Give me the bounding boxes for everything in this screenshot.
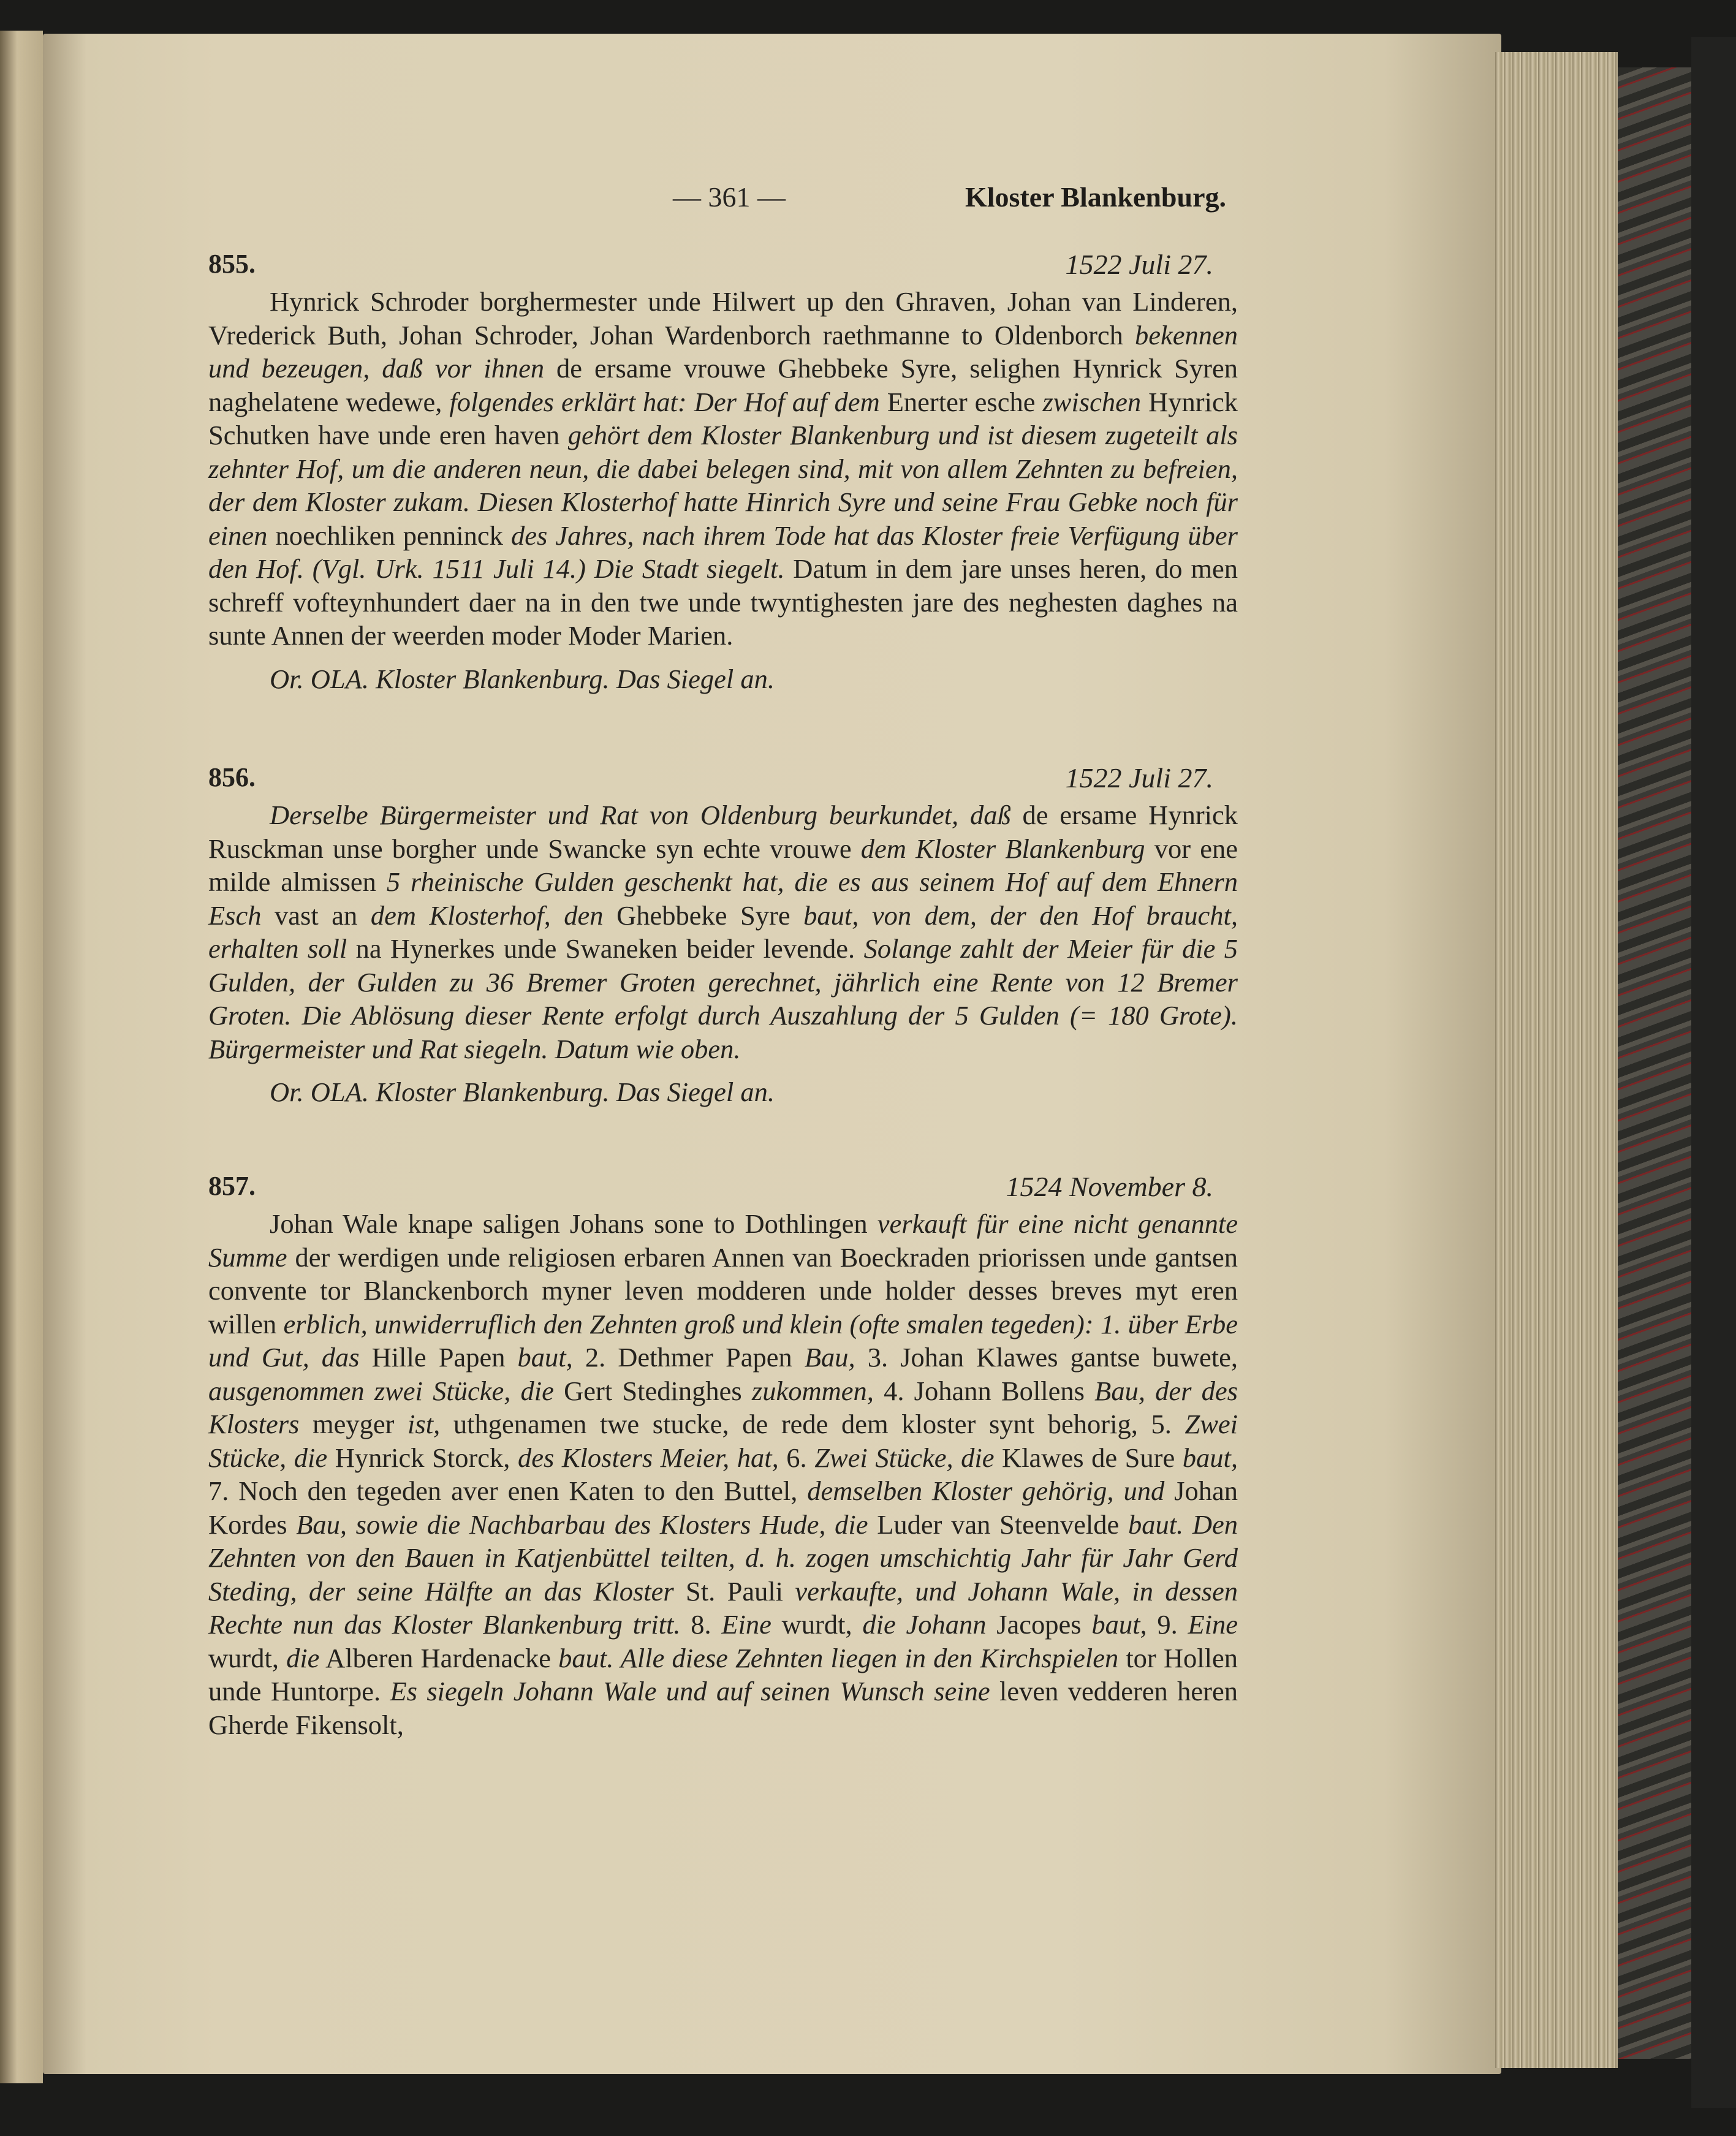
- page-block-edges: [1495, 52, 1618, 2068]
- entry-date: 1522 Juli 27.: [1065, 249, 1213, 280]
- text-segment: der werdigen unde religiosen erbaren Annen van Boeckraden priorissen unde gantsen convente tor Blanckenborch myner leven modderen unde holder desses breves myt eren willen: [208, 1241, 1238, 1339]
- italic-segment: die: [286, 1642, 320, 1673]
- text-segment: Johan Kordes: [208, 1475, 1238, 1540]
- italic-segment: baut,: [1182, 1442, 1238, 1473]
- text-segment: Hille Papen: [359, 1342, 518, 1373]
- text-segment: Hynrick Schroder borghermester unde Hilwert up den Ghraven, Johan van Linderen, Vrederick Buth, Johan Schroder, Johan Wardenborch raethmanne to Oldenborch: [208, 286, 1238, 350]
- entry-856: [208, 762, 1238, 1109]
- page-header: [0, 181, 1736, 230]
- entry-855: [208, 248, 1238, 695]
- italic-segment: baut. Den Zehnten von den Bauen in Katjenbüttel teilten, d. h. zogen umschichtig Jahr für Jahr Gerd Steding, der seine Hälfte an das Kloster: [208, 1509, 1238, 1607]
- entry-body: [208, 285, 1238, 653]
- italic-segment: Zwei Stücke, die: [814, 1442, 995, 1473]
- italic-segment: Eine: [721, 1609, 771, 1640]
- text-segment: 8.: [680, 1609, 722, 1640]
- book-cover-edge: [1691, 37, 1736, 2108]
- italic-segment: des Jahres, nach ihrem Tode hat das Kloster freie Verfügung über den Hof. (Vgl. Urk. 1511 Juli 14.) Die Stadt siegelt.: [208, 520, 1238, 584]
- text-segment: na Hynerkes unde Swaneken beider levende.: [347, 933, 864, 964]
- italic-segment: 5 rheinische Gulden geschenkt hat, die es aus seinem Hof auf dem Ehnern Esch: [208, 866, 1238, 931]
- text-segment: Datum in dem jare unses heren, do men schreff vofteynhundert daer na in den twe unde twyntighesten jare des neghesten daghes na sunte Annen der weerden moder Moder Marien.: [208, 553, 1238, 651]
- italic-segment: ausgenommen zwei Stücke, die: [208, 1375, 554, 1406]
- text-segment: wurdt,: [208, 1642, 287, 1673]
- text-segment: uthgenamen twe stucke, de rede dem kloster synt behorig, 5.: [440, 1409, 1185, 1439]
- text-segment: Klawes de Sure: [994, 1442, 1183, 1473]
- italic-segment: ist,: [407, 1409, 441, 1439]
- text-segment: 3. Johan Klawes gantse buwete,: [855, 1342, 1238, 1373]
- text-segment: Hynrick Schutken have unde eren haven: [208, 386, 1238, 450]
- italic-segment: verkauft für eine nicht genannte Summe: [208, 1208, 1238, 1273]
- italic-segment: Zwei Stücke, die: [208, 1409, 1238, 1473]
- italic-segment: baut,: [1091, 1609, 1147, 1640]
- italic-segment: verkaufte, und Johann Wale, in dessen Rechte nun das Kloster Blankenburg tritt.: [208, 1575, 1238, 1640]
- text-segment: vor ene milde almissen: [208, 833, 1238, 897]
- text-segment: tor Hollen unde Huntorpe.: [208, 1642, 1238, 1706]
- italic-segment: Eine: [1188, 1609, 1238, 1640]
- text-segment: Gert Stedinghes: [553, 1375, 752, 1406]
- italic-segment: Bau,: [804, 1342, 855, 1373]
- italic-segment: folgendes erklärt hat: Der Hof auf dem: [449, 386, 880, 417]
- italic-segment: Derselbe Bürgermeister und Rat von Oldenburg beurkundet, daß: [270, 800, 1011, 830]
- text-segment: 6.: [778, 1442, 815, 1473]
- italic-segment: zukommen,: [751, 1375, 874, 1406]
- entry-body: [208, 798, 1238, 1066]
- marbled-edge: [1618, 67, 1691, 2059]
- italic-segment: erblich, unwiderruflich den Zehnten groß und klein (ofte smalen tegeden): 1. über Erbe und Gut, das: [208, 1308, 1238, 1373]
- italic-segment: dem Kloster Blankenburg: [860, 833, 1145, 864]
- page-number: — 361 —: [673, 181, 786, 213]
- text-segment: wurdt,: [771, 1609, 863, 1640]
- entry-source: Or. OLA. Kloster Blankenburg. Das Siegel an.: [270, 663, 775, 694]
- text-segment: 7. Noch den tegeden aver enen Katen to den Buttel,: [208, 1475, 808, 1506]
- text-segment: 4. Johann Bollens: [873, 1375, 1095, 1406]
- text-segment: Hynrick Storck,: [327, 1442, 518, 1473]
- italic-segment: demselben Kloster gehörig, und: [807, 1475, 1165, 1506]
- text-segment: de ersame vrouwe Ghebbeke Syre, selighen Hynrick Syren naghelatene wedewe,: [208, 353, 1238, 417]
- running-title: Kloster Blankenburg.: [965, 181, 1226, 213]
- text-segment: de ersame Hynrick Rusckman unse borgher unde Swancke syn echte vrouwe: [208, 800, 1238, 864]
- text-segment: Johan Wale knape saligen Johans sone to Dothlingen: [270, 1208, 877, 1239]
- text-segment: St. Pauli: [673, 1575, 795, 1607]
- italic-segment: Bau, sowie die Nachbarbau des Klosters Hude, die: [296, 1509, 868, 1540]
- italic-segment: zwischen: [1042, 386, 1142, 417]
- text-segment: 9.: [1147, 1609, 1188, 1640]
- text-segment: Ghebbeke Syre: [603, 899, 804, 931]
- left-page-edge: [0, 31, 43, 2083]
- entry-number: 855.: [208, 249, 256, 279]
- entry-date: 1522 Juli 27.: [1065, 762, 1213, 793]
- text-segment: Luder van Steenvelde: [868, 1509, 1128, 1540]
- text-segment: Alberen Hardenacke: [319, 1642, 559, 1673]
- italic-segment: baut,: [517, 1342, 573, 1373]
- italic-segment: des Klosters Meier, hat,: [517, 1442, 779, 1473]
- italic-segment: Solange zahlt der Meier für die 5 Gulden, der Gulden zu 36 Bremer Groten gerechnet, jährlich eine Rente von 12 Bremer Groten. Die Ablösung dieser Rente erfolgt durch Auszahlung der 5 Gulden (= 180 Grote). Bürgermeister und Rat siegeln. Datum wie oben.: [208, 933, 1238, 1064]
- text-segment: leven vedderen heren Gherde Fikensolt,: [208, 1676, 1238, 1740]
- italic-segment: Bau, der des Klosters: [208, 1375, 1238, 1439]
- entry-date: 1524 November 8.: [1006, 1171, 1213, 1202]
- italic-segment: dem Klosterhof, den: [370, 899, 604, 931]
- entry-number: 857.: [208, 1171, 256, 1201]
- text-segment: noechliken penninck: [267, 520, 511, 551]
- text-segment: Enerter esche: [879, 386, 1043, 417]
- italic-segment: baut, von dem, der den Hof braucht, erhalten soll: [208, 899, 1238, 964]
- italic-segment: Es siegeln Johann Wale und auf seinen Wunsch seine: [390, 1676, 990, 1706]
- italic-segment: baut. Alle diese Zehnten liegen in den Kirchspielen: [558, 1642, 1119, 1673]
- entry-number: 856.: [208, 762, 256, 792]
- text-segment: meyger: [299, 1409, 408, 1439]
- text-segment: Jacopes: [986, 1609, 1092, 1640]
- italic-segment: die Johann: [862, 1609, 987, 1640]
- italic-segment: bekennen und bezeugen, daß vor ihnen: [208, 319, 1238, 384]
- text-segment: vast an: [261, 899, 371, 931]
- italic-segment: gehört dem Kloster Blankenburg und ist diesem zugeteilt als zehnter Hof, um die anderen neun, die dabei belegen sind, mit von allem Zehnten zu befreien, der dem Kloster zukam. Diesen Klosterhof hatte Hinrich Syre und seine Frau Gebke noch für einen: [208, 420, 1238, 551]
- entry-857: [208, 1170, 1238, 1741]
- text-segment: 2. Dethmer Papen: [572, 1342, 805, 1373]
- entry-source: Or. OLA. Kloster Blankenburg. Das Siegel an.: [270, 1077, 775, 1107]
- entry-body: [208, 1207, 1238, 1741]
